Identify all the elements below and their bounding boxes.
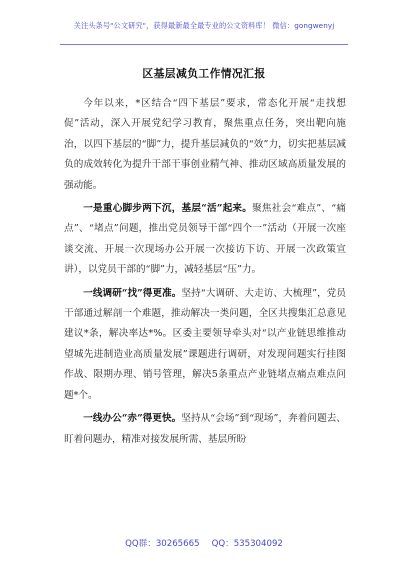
qq-group-label: QQ群： xyxy=(125,539,156,549)
qq-group-number: 30265665 xyxy=(155,539,200,549)
banner-divider xyxy=(60,44,348,45)
paragraph-text: 聚焦社会“难点”、“痛点”、“堵点”问题，推出党员领导干部“四个一”活动（开展一次座谈交流、开展一次现场办公开展一次接访下访、开展一次政策宣讲），以党员干部的“脚”力，减轻基层“压”力。 xyxy=(64,203,346,276)
paragraph-lead: 一是重心脚步两下沉，基层“活”起来。 xyxy=(83,203,253,215)
qq-number: 535304092 xyxy=(233,539,283,549)
paragraph-point-1 xyxy=(64,199,346,281)
document-title: 区基层减负工作情况汇报 xyxy=(142,67,266,80)
paragraph-intro xyxy=(64,94,346,196)
paragraph-point-2 xyxy=(64,284,346,406)
qq-label: QQ： xyxy=(211,539,234,549)
document-body xyxy=(64,94,346,453)
banner-text: 关注头条号"公文研究"，获得最新最全最专业的公文资料库！ 微信：gongwenyj xyxy=(73,21,335,30)
paragraph-lead: 一线调研“找”得更准。 xyxy=(83,287,182,299)
paragraph-lead: 一线办公“赤”得更快。 xyxy=(83,413,182,425)
paragraph-text: 今年以来，*区结合“四下基层”要求，常态化开展“走找想促”活动，深入开展党纪学习教育，聚焦重点任务，突出靶向施治，以四下基层的“脚”力，提升基层减负的“效”力，切实把基层减负的成效转化为提升干部干事创业精气神、推动区域高质量发展的强动能。 xyxy=(64,98,346,191)
paragraph-point-3 xyxy=(64,409,346,450)
paragraph-text: 坚持从“会场”到“现场”，奔着问题去、盯着问题办，精准对接发展所需、基层所盼 xyxy=(64,413,346,445)
footer-contacts xyxy=(0,537,408,549)
paragraph-text: 坚持“大调研、大走访、大梳理”，党员干部通过解剖一个难题，推动解决一类问题，全区共搜集汇总意见建议*条，解决率达*%。区委主要领导牵头对“以产业链思维推动望城先进制造业高质量发展”课题进行调研，对发现问题实行挂图作战、限期办理、销号管理，解决5条重点产业链堵点痛点难点问题*个。 xyxy=(64,287,346,401)
